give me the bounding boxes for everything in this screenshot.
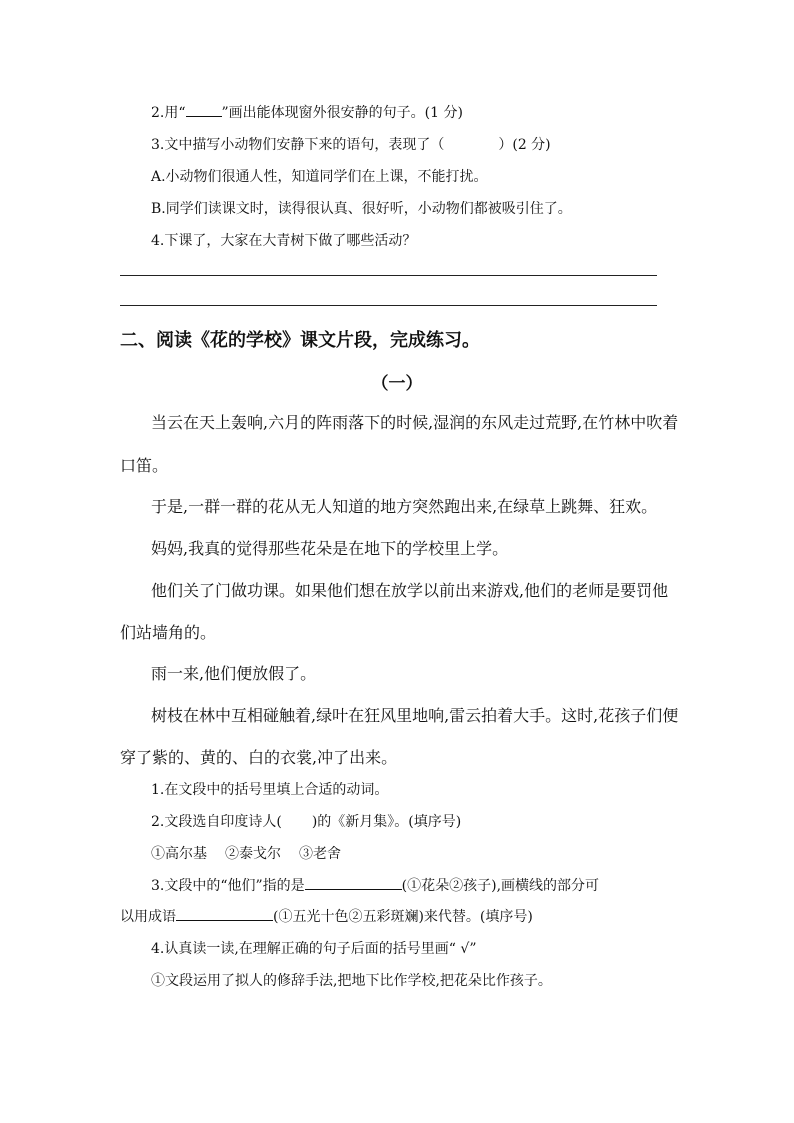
exercise-3-cont: 以用成语 (①五光十色②五彩斑斓)来代替。(填序号)	[120, 909, 533, 925]
option-a: A.小动物们很通人性，知道同学们在上课，不能打扰。	[151, 169, 488, 185]
option-3: ③老舍	[299, 846, 341, 862]
passage-para-6-cont: 穿了紫的、黄的、白的衣裳,冲了出来。	[120, 748, 398, 767]
answer-line-1	[120, 275, 657, 276]
option-1: ①高尔基	[151, 846, 207, 862]
question-4: 4.下课了，大家在大青树下做了哪些活动？	[151, 233, 417, 249]
question-3: 3.文中描写小动物们安静下来的语句，表现了（ ）(2 分)	[151, 137, 551, 153]
passage-para-6: 树枝在林中互相碰触着,绿叶在狂风里地响,雷云拍着大手。这时,花孩子们便	[151, 706, 679, 725]
passage-para-1-cont: 口笛。	[120, 456, 169, 475]
exercise-1: 1.在文段中的括号里填上合适的动词。	[151, 782, 389, 798]
section-title: 二、阅读《花的学校》课文片段，完成练习。	[120, 330, 480, 351]
passage-para-4-cont: 们站墙角的。	[120, 623, 217, 642]
section-subtitle: （一）	[371, 374, 423, 394]
passage-para-2: 于是,一群一群的花从无人知道的地方突然跑出来,在绿草上跳舞、狂欢。	[151, 497, 658, 516]
exercise-2-options	[151, 843, 341, 863]
exercise-3: 3.文段中的“他们”指的是 (①花朵②孩子),画横线的部分可	[151, 878, 600, 894]
answer-blank	[305, 876, 402, 890]
answer-blank	[186, 104, 222, 117]
answer-line-2	[120, 305, 657, 306]
question-2: 2.用“ ”画出能体现窗外很安静的句子。(1 分)	[151, 105, 463, 121]
passage-para-5: 雨一来,他们便放假了。	[151, 664, 317, 683]
answer-blank	[176, 907, 273, 921]
passage-para-1: 当云在天上轰响,六月的阵雨落下的时候,湿润的东风走过荒野,在竹林中吹着	[151, 413, 679, 432]
exercise-2: 2.文段选自印度诗人( )的《新月集》。(填序号)	[151, 814, 462, 830]
exercise-4: 4.认真读一读,在理解正确的句子后面的括号里画“ √”	[151, 941, 477, 957]
passage-para-3: 妈妈,我真的觉得那些花朵是在地下的学校里上学。	[151, 539, 509, 558]
option-b: B.同学们读课文时，读得很认真、很好听，小动物们都被吸引住了。	[151, 201, 572, 217]
option-2: ②泰戈尔	[225, 846, 281, 862]
exercise-4-item-1: ①文段运用了拟人的修辞手法,把地下比作学校,把花朵比作孩子。	[151, 973, 552, 989]
passage-para-4: 他们关了门做功课。如果他们想在放学以前出来游戏,他们的老师是要罚他	[151, 581, 669, 600]
